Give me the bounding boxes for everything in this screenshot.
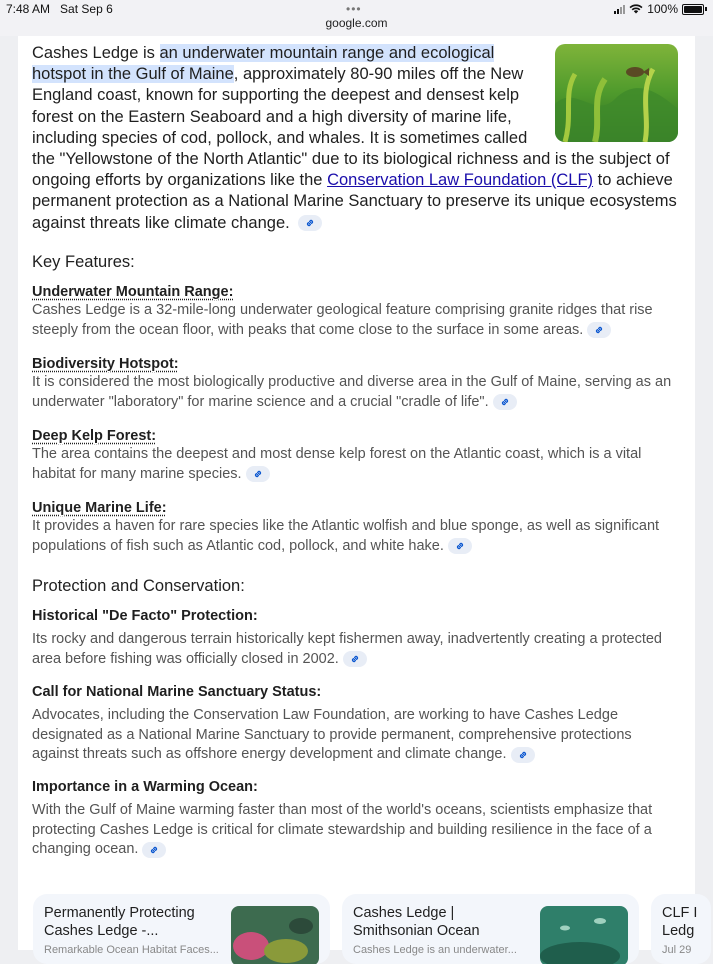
feature-item (32, 428, 682, 484)
feature-term[interactable]: Underwater Mountain Range: (32, 284, 234, 300)
source-card-snippet: Cashes Ledge is an underwater... (353, 944, 517, 956)
source-card-image (540, 906, 628, 964)
feature-desc-text: It is considered the most biologically productive and diverse area in the Gulf of Maine, serving as an underwater "laboratory" for marine science and a crucial "cradle of life". (32, 374, 672, 410)
protection-item (32, 779, 682, 860)
feature-term[interactable]: Unique Marine Life: (32, 500, 167, 516)
clock-date: Sat Sep 6 (60, 2, 113, 16)
source-card-title: CLF I Ledg (662, 905, 698, 939)
battery-cap (705, 7, 707, 11)
source-card-image (231, 906, 319, 964)
source-card-snippet: Jul 29 (662, 944, 692, 956)
protection-desc (32, 630, 682, 669)
feature-desc-text: Cashes Ledge is a 32-mile-long underwater geological feature comprising granite ridges that rise steeply from the ocean floor, with peaks that come close to the surface in some areas. (32, 302, 653, 338)
protection-desc-text: Advocates, including the Conservation Law Foundation, are working to have Cashes Ledge designated as a National Marine Sanctuary to provide permanent, comprehensive protections against threats such as offshore energy development and climate change. (32, 707, 632, 763)
protection-desc (32, 801, 682, 860)
feature-term[interactable]: Deep Kelp Forest: (32, 428, 157, 444)
intro-highlight: an underwater mountain range and ecological hotspot in the Gulf of Maine (32, 44, 495, 84)
feature-desc (32, 373, 682, 412)
feature-desc (32, 517, 682, 556)
battery-percent: 100% (647, 2, 678, 16)
feature-desc-text: It provides a haven for rare species like the Atlantic wolfish and blue sponge, as well as significant populations of fish such as Atlantic cod, pollock, and white hake. (32, 518, 660, 554)
clf-link[interactable]: Conservation Law Foundation (CLF) (327, 171, 594, 190)
status-indicators (614, 2, 707, 16)
protection-term: Historical "De Facto" Protection: (32, 608, 258, 624)
source-link-icon[interactable] (587, 322, 611, 338)
feature-desc (32, 445, 682, 484)
wifi-icon (629, 4, 643, 14)
source-card[interactable] (33, 894, 330, 964)
clock-time: 7:48 AM (6, 2, 51, 16)
feature-item (32, 284, 682, 340)
source-card-title: Cashes Ledge | Smithsonian Ocean (353, 905, 480, 939)
protection-desc-text: Its rocky and dangerous terrain historically kept fishermen away, inadvertently creating a protected area before fishing was officially closed in 2002. (32, 631, 662, 667)
intro-text-end: to achieve permanent protection as a National Marine Sanctuary to preserve its unique ecosystems against threats like climate change. (32, 171, 677, 232)
source-link-icon[interactable] (142, 842, 166, 858)
battery-icon (682, 4, 704, 15)
kelp-photo-image (555, 44, 678, 142)
source-link-icon[interactable] (343, 651, 367, 667)
source-link-icon[interactable] (298, 215, 322, 231)
intro-text: , approximately 80-90 miles off the New England coast, known for supporting the deepest and densest kelp forest on the Eastern Seaboard and a high diversity of marine life, including species of cod, pollock, and whales. It is sometimes called the "Yellowstone of the North Atlantic" due to its biological richness and is the subject of ongoing efforts by organizations like the (32, 65, 670, 190)
kelp-forest-thumbnail[interactable] (555, 44, 678, 142)
url-bar[interactable]: google.com (325, 16, 388, 30)
protection-desc (32, 706, 682, 765)
intro-subject: Cashes Ledge is (32, 44, 160, 62)
more-dots-icon[interactable]: ••• (346, 2, 362, 16)
cellular-signal-icon (614, 4, 625, 14)
feature-desc-text: The area contains the deepest and most dense kelp forest on the Atlantic coast, which is a vital habitat for many marine species. (32, 446, 642, 482)
protection-desc-text: With the Gulf of Maine warming faster than most of the world's oceans, scientists emphasize that protecting Cashes Ledge is critical for climate stewardship and building resilience in the face of a changing ocean. (32, 802, 653, 858)
protection-heading: Protection and Conservation: (32, 577, 245, 595)
feature-term[interactable]: Biodiversity Hotspot: (32, 356, 179, 372)
source-card-title: Permanently Protecting Cashes Ledge -... (44, 905, 195, 939)
source-card[interactable] (342, 894, 639, 964)
source-card-snippet: Remarkable Ocean Habitat Faces... (44, 944, 219, 956)
source-link-icon[interactable] (493, 394, 517, 410)
source-cards (18, 894, 698, 956)
feature-desc (32, 301, 682, 340)
ai-overview-panel (18, 36, 698, 956)
feature-item (32, 356, 682, 412)
overview-intro (32, 43, 678, 234)
source-link-icon[interactable] (246, 466, 270, 482)
status-bar (0, 0, 713, 36)
protection-term: Call for National Marine Sanctuary Status: (32, 684, 322, 700)
source-link-icon[interactable] (511, 747, 535, 763)
source-link-icon[interactable] (448, 538, 472, 554)
key-features-heading: Key Features: (32, 253, 135, 271)
source-card[interactable] (651, 894, 711, 964)
feature-item (32, 500, 682, 556)
protection-item (32, 608, 682, 669)
protection-term: Importance in a Warming Ocean: (32, 779, 258, 795)
status-time (6, 2, 113, 16)
protection-item (32, 684, 682, 765)
